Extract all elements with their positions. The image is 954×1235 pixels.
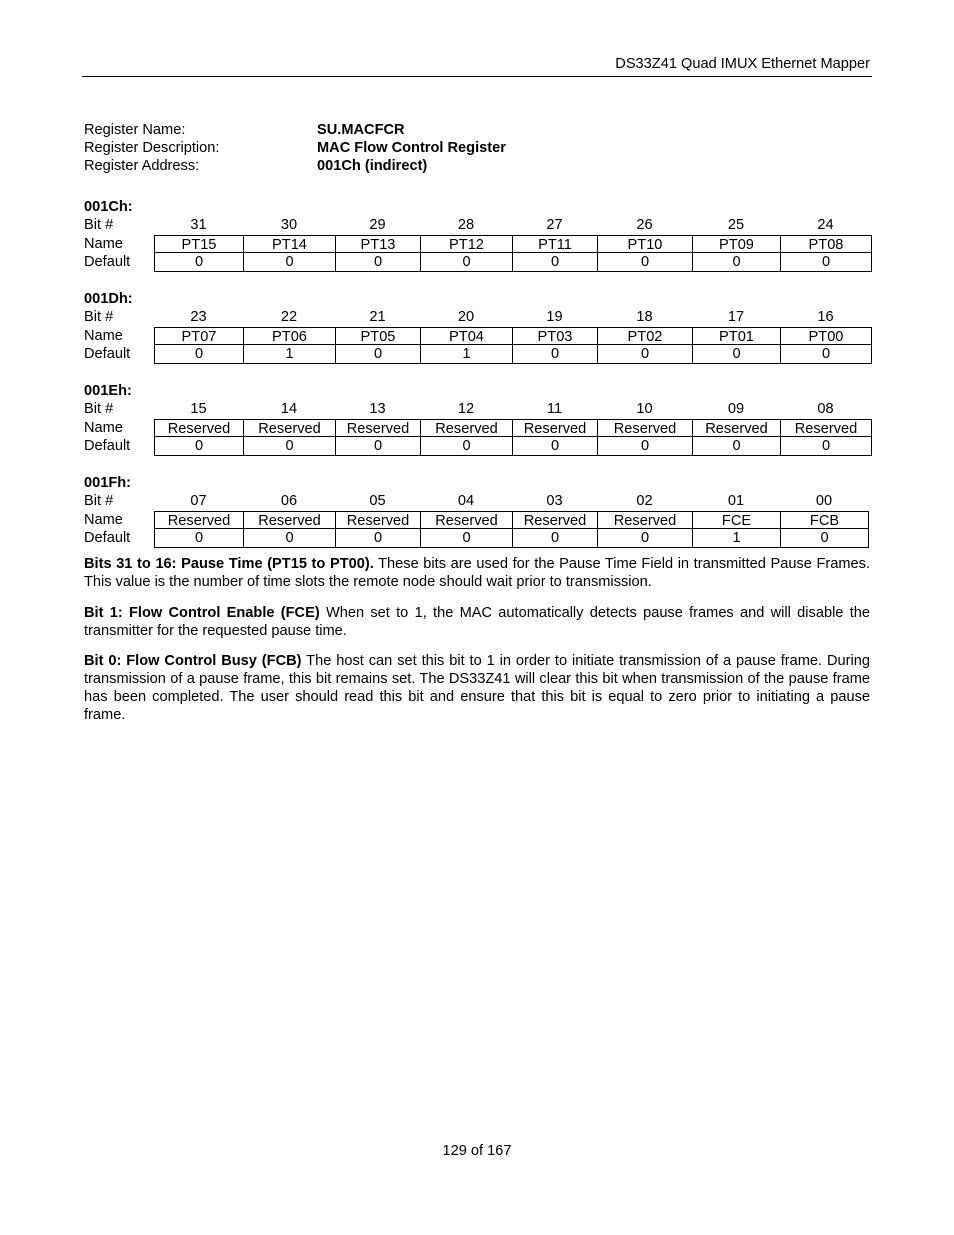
bit-number-cell: 03 [546,493,563,509]
default-value-cell: 0 [513,345,598,363]
paragraph-fce [84,604,870,640]
bit-cells [154,216,871,235]
bit-cells [154,308,871,327]
default-value-cell: 0 [421,437,513,455]
byte-address-title: 001Fh: [84,475,132,491]
bit-number-cell: 02 [636,493,653,509]
field-name-cell: PT09 [693,236,781,253]
default-cells [154,345,872,364]
default-value-cell: 0 [598,437,693,455]
default-row [84,529,874,548]
field-name-cell: PT13 [336,236,421,253]
default-value-cell: 0 [155,437,244,455]
default-value-cell: 0 [781,529,869,547]
name-cells [154,327,872,346]
default-value-cell: 0 [781,437,872,455]
register-name-row [84,121,506,139]
paragraph-pause-time [84,555,870,591]
bit-number-cell: 12 [457,401,475,417]
name-row [84,419,874,438]
bit-number-cell: 24 [817,217,834,233]
name-row-label: Name [84,327,123,344]
field-name-cell: FCE [693,512,781,529]
field-name-cell: Reserved [336,512,421,529]
default-value-cell: 0 [336,529,421,547]
paragraph-heading: Bit 1: Flow Control Enable (FCE) [84,605,320,621]
name-row [84,327,874,346]
field-name-cell: FCB [781,512,869,529]
bit-number-cell: 05 [369,493,386,509]
default-value-cell: 0 [244,253,336,271]
field-name-cell: Reserved [693,420,781,437]
name-cells [154,235,872,254]
bit-number-cell: 14 [280,401,298,417]
bit-number-cell: 23 [190,309,207,325]
default-value-cell: 0 [781,253,872,271]
bit-number-cell: 30 [280,217,298,233]
field-name-cell: Reserved [421,420,513,437]
default-value-cell: 0 [598,253,693,271]
default-value-cell: 0 [513,253,598,271]
bit-number-cell: 22 [280,309,298,325]
field-name-cell: PT05 [336,328,421,345]
bit-number-cell: 25 [727,217,745,233]
name-row-label: Name [84,235,123,252]
register-address-value: 001Ch (indirect) [317,158,428,174]
bit-cells [154,400,871,419]
field-name-cell: PT03 [513,328,598,345]
default-value-cell: 0 [244,529,336,547]
register-byte-0 [84,198,874,272]
default-row-label: Default [84,438,131,454]
bit-row [84,492,874,511]
paragraph-text: These bits are used for the Pause Time Field in transmitted Pause Frames. This value is the number of time slots the remote node should wait prior to transmission. [84,556,870,590]
bit-cells [154,492,868,511]
default-value-cell: 0 [155,345,244,363]
register-name-label: Register Name: [84,122,186,138]
bit-number-cell: 28 [457,217,475,233]
register-description-value: MAC Flow Control Register [317,140,506,156]
bit-row-label: Bit # [84,401,114,417]
default-value-cell: 0 [336,253,421,271]
page-header-title: DS33Z41 Quad IMUX Ethernet Mapper [615,56,870,72]
default-value-cell: 0 [155,529,244,547]
field-name-cell: Reserved [155,420,244,437]
name-row [84,511,874,530]
field-name-cell: Reserved [513,420,598,437]
field-name-cell: PT06 [244,328,336,345]
default-value-cell: 0 [693,437,781,455]
default-value-cell: 0 [598,529,693,547]
default-cells [154,437,872,456]
name-cells [154,419,872,438]
name-row [84,235,874,254]
bit-number-cell: 16 [817,309,834,325]
field-name-cell: PT04 [421,328,513,345]
field-name-cell: PT01 [693,328,781,345]
bit-row [84,400,874,419]
byte-address-title: 001Ch: [84,199,133,215]
register-description-row [84,139,506,157]
default-value-cell: 0 [244,437,336,455]
field-name-cell: Reserved [781,420,872,437]
bit-row-label: Bit # [84,309,114,325]
field-name-cell: Reserved [598,420,693,437]
field-name-cell: PT15 [155,236,244,253]
bit-number-cell: 13 [369,401,386,417]
default-row [84,253,874,272]
bit-number-cell: 15 [190,401,207,417]
field-name-cell: Reserved [598,512,693,529]
bit-number-cell: 07 [190,493,207,509]
bit-number-cell: 31 [190,217,207,233]
default-value-cell: 0 [693,345,781,363]
bit-number-cell: 08 [817,401,834,417]
default-value-cell: 1 [244,345,336,363]
field-name-cell: PT11 [513,236,598,253]
register-address-label: Register Address: [84,158,200,174]
default-value-cell: 0 [598,345,693,363]
default-row-label: Default [84,346,131,362]
paragraph-heading: Bit 0: Flow Control Busy (FCB) [84,653,302,669]
name-row-label: Name [84,419,123,436]
paragraph-heading: Bits 31 to 16: Pause Time (PT15 to PT00). [84,556,374,572]
name-cells [154,511,869,530]
bit-row-label: Bit # [84,493,114,509]
bit-number-cell: 20 [457,309,475,325]
register-address-row [84,157,506,175]
default-row [84,437,874,456]
default-value-cell: 0 [693,253,781,271]
paragraph-fcb [84,652,870,724]
bit-number-cell: 21 [369,309,386,325]
default-value-cell: 0 [421,529,513,547]
register-byte-1 [84,290,874,364]
byte-address-title: 001Dh: [84,291,133,307]
register-description-label: Register Description: [84,140,220,156]
default-cells [154,529,869,548]
register-name-value: SU.MACFCR [317,122,405,138]
bit-row [84,216,874,235]
field-name-cell: Reserved [244,420,336,437]
default-value-cell: 1 [693,529,781,547]
default-value-cell: 0 [513,529,598,547]
default-row [84,345,874,364]
field-name-cell: Reserved [244,512,336,529]
default-value-cell: 0 [336,345,421,363]
bit-number-cell: 29 [369,217,386,233]
bit-number-cell: 27 [546,217,563,233]
default-value-cell: 0 [421,253,513,271]
name-row-label: Name [84,511,123,528]
bit-number-cell: 00 [815,493,833,509]
bit-number-cell: 06 [280,493,298,509]
default-value-cell: 0 [336,437,421,455]
bit-number-cell: 11 [546,401,563,417]
bit-row [84,308,874,327]
bit-row-label: Bit # [84,217,114,233]
register-byte-3 [84,474,874,548]
field-name-cell: Reserved [513,512,598,529]
default-row-label: Default [84,530,131,546]
field-name-cell: Reserved [336,420,421,437]
field-name-cell: Reserved [421,512,513,529]
bit-number-cell: 01 [727,493,745,509]
field-name-cell: PT14 [244,236,336,253]
field-name-cell: PT12 [421,236,513,253]
field-name-cell: PT07 [155,328,244,345]
field-name-cell: PT10 [598,236,693,253]
default-value-cell: 1 [421,345,513,363]
header-divider [82,76,872,77]
bit-number-cell: 04 [457,493,475,509]
paragraph-text: The host can set this bit to 1 in order to initiate transmission of a pause frame. During transmission of a pause frame, this bit remains set. The DS33Z41 will clear this bit when transmission of the pause frame has been completed. The user should read this bit and ensure that this bit is equal to zero prior to initiating a pause frame. [84,653,871,723]
page-number: 129 of 167 [442,1143,512,1159]
bit-number-cell: 10 [636,401,653,417]
bit-number-cell: 09 [727,401,745,417]
field-name-cell: PT02 [598,328,693,345]
register-byte-2 [84,382,874,456]
bit-number-cell: 17 [727,309,745,325]
field-name-cell: PT08 [781,236,872,253]
default-row-label: Default [84,254,131,270]
default-value-cell: 0 [513,437,598,455]
field-name-cell: PT00 [781,328,872,345]
default-value-cell: 0 [781,345,872,363]
bit-number-cell: 26 [636,217,653,233]
field-name-cell: Reserved [155,512,244,529]
default-value-cell: 0 [155,253,244,271]
bit-number-cell: 18 [636,309,653,325]
bit-number-cell: 19 [546,309,563,325]
paragraph-text: When set to 1, the MAC automatically detects pause frames and will disable the transmitter for the requested pause time. [84,605,870,639]
default-cells [154,253,872,272]
register-info [84,121,506,175]
byte-address-title: 001Eh: [84,383,132,399]
